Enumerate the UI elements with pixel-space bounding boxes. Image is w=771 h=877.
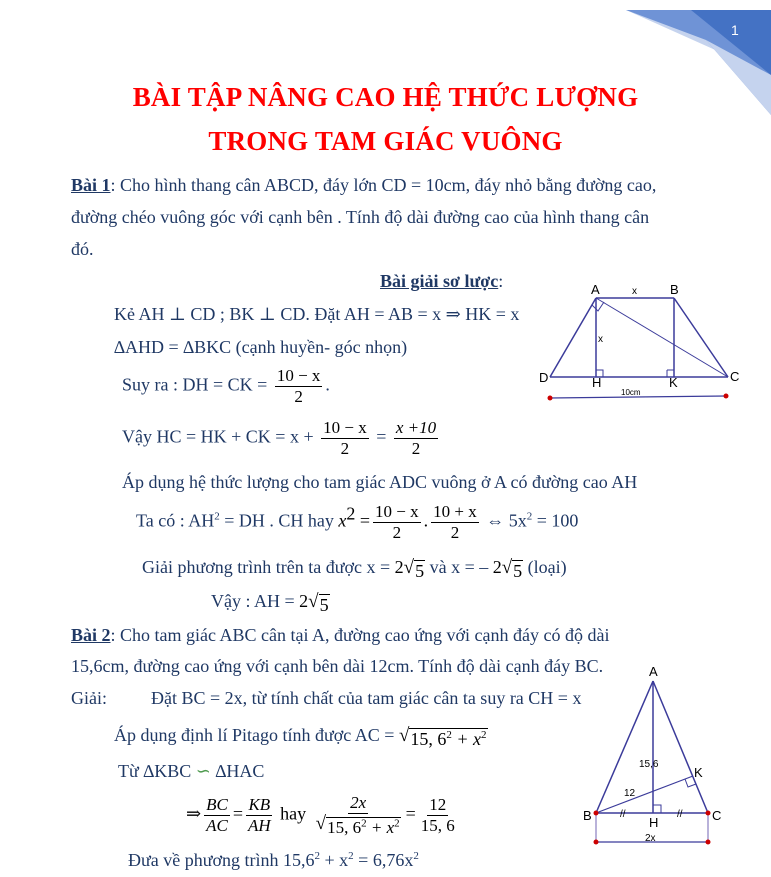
label-d: D (539, 370, 549, 385)
coef: 2 (492, 557, 502, 577)
l4-eq: = (371, 426, 391, 447)
giai-label: Giải: (71, 688, 107, 708)
label-h: H (649, 815, 659, 830)
sup: 2 (346, 503, 356, 524)
label-bk: 12 (624, 788, 636, 799)
hay: hay (275, 803, 311, 824)
bai1-line4 (122, 418, 441, 459)
sqrt-5: √ 5 (403, 557, 425, 581)
radicand (409, 728, 487, 750)
bai1-label: Bài 1 (71, 175, 111, 195)
sup: 2 (314, 850, 321, 862)
label-a: A (591, 282, 600, 297)
rad-a: 15, 6 (327, 818, 362, 837)
solution-heading-colon: : (498, 271, 504, 291)
solution-heading (380, 271, 503, 292)
l4-prefix: Đưa về phương trình 15,6 (128, 850, 315, 870)
fraction-ck (321, 418, 369, 459)
bai1-statement-line1 (71, 175, 656, 196)
frac-den: 2 (450, 523, 460, 542)
bai1-statement-text: : Cho hình thang cân ABCD, đáy lớn CD = 10cm, đáy nhỏ bằng đường cao, (110, 175, 657, 195)
sup: 2 (526, 510, 533, 523)
bai1-statement-line3: đó. (71, 239, 94, 259)
bai2-line2 (118, 761, 264, 782)
frac-den: 2 (411, 439, 421, 458)
rad-a: 15, 6 (410, 729, 447, 749)
radicand: 5 (319, 595, 329, 615)
label-c: C (730, 369, 740, 384)
fraction-ch (431, 502, 479, 543)
tick-left: // (620, 809, 626, 820)
sqrt-5: √ 5 (308, 591, 329, 615)
frac-num: 12 (429, 795, 447, 814)
l7-prefix: Giải phương trình trên ta được x = (142, 557, 395, 577)
frac-den (314, 814, 403, 838)
fraction-dh (275, 366, 323, 407)
bai2-line4 (128, 850, 419, 871)
label-k: K (694, 765, 703, 780)
sup: 2 (446, 729, 452, 741)
sqrt-ac: √ 15, $6^2 + x^2$ (398, 725, 487, 749)
frac-num: 10 + x (433, 502, 477, 521)
rad-plus: + x (366, 818, 395, 837)
frac-num: 2x (350, 793, 367, 812)
radicand: 5 (513, 561, 523, 581)
bai2-label: Bài 2 (71, 625, 111, 645)
label-k: K (669, 375, 678, 390)
frac-den: AC (206, 816, 228, 835)
radicand: 5 (415, 561, 425, 581)
bai2-giai-line (71, 688, 581, 709)
l4-prefix: Vậy HC = HK + CK = x + (122, 426, 319, 447)
frac-den: 2 (392, 523, 402, 542)
bai1-line6 (136, 502, 578, 543)
coef: 2 (394, 557, 404, 577)
label-h: H (592, 375, 602, 390)
sup: 2 (214, 510, 220, 523)
implies-arrow: ⇒ (186, 803, 202, 824)
l4-mid: + x (320, 850, 349, 870)
similar-symbol: ∽ (195, 761, 211, 781)
l6-dot: . (423, 510, 429, 531)
solution-heading-text: Bài giải sơ lược (380, 271, 499, 291)
l1-prefix: Áp dụng định lí Pitago tính được AC = (114, 725, 399, 745)
l6-end: = 100 (532, 510, 579, 531)
sqrt-5: √ 5 (501, 557, 523, 581)
l7-suffix: (loại) (523, 557, 567, 577)
l6-mid: = DH . CH hay (219, 510, 339, 531)
tick-right: // (677, 809, 683, 820)
label-b: B (583, 808, 592, 823)
l8-prefix: Vậy : AH = (211, 591, 300, 611)
label-base: 10cm (621, 388, 641, 397)
label-a: A (649, 664, 658, 679)
eq: = (405, 803, 416, 824)
fraction-bc-ac (204, 795, 230, 836)
label-x-top: x (632, 286, 637, 297)
frac-den: AH (247, 816, 271, 835)
label-x-side: x (598, 334, 603, 345)
bai1-statement-line2: đường chéo vuông góc với cạnh bên . Tính độ dài đường cao của hình thang cân (71, 207, 650, 227)
l6-suffix: ⇔ 5x (481, 510, 527, 531)
triangle-diagram (575, 660, 730, 850)
rad-plus: + x (451, 729, 482, 749)
math-x: x (338, 510, 347, 531)
sup: 2 (348, 850, 354, 862)
l4-end: = 6,76x (353, 850, 414, 870)
sqrt-ac: √ 15, $6^2 + x^2$ (315, 813, 400, 837)
bai1-line7 (142, 557, 567, 582)
sup: 2 (413, 850, 419, 862)
frac-num: 10 − x (323, 418, 367, 437)
page-number: 1 (731, 22, 739, 38)
title-line2: TRONG TAM GIÁC VUÔNG (208, 126, 563, 156)
frac-num: x +10 (395, 418, 437, 437)
fraction-12 (419, 795, 457, 836)
fraction-hc (394, 418, 438, 459)
frac-den: 2 (340, 439, 350, 458)
frac-num: KB (248, 795, 271, 814)
giai-text: Đặt BC = 2x, từ tính chất của tam giác cân ta suy ra CH = x (151, 688, 582, 708)
l3-suffix: . (325, 374, 330, 395)
sup: 2 (481, 729, 487, 741)
label-ah: 15,6 (639, 759, 659, 770)
l6-eq: = (355, 510, 371, 531)
l2-suffix: ∆HAC (210, 761, 265, 781)
trapezoid-diagram (535, 275, 750, 405)
frac-den: 15, 6 (420, 816, 455, 835)
bai1-line1: Kẻ AH ⊥ CD ; BK ⊥ CD. Đặt AH = AB = x ⇒ HK = x (114, 304, 520, 324)
bai1-line2: ∆AHD = ∆BKC (cạnh huyền- góc nhọn) (114, 337, 408, 357)
frac-num: BC (206, 795, 228, 814)
frac-num: 10 − x (375, 502, 419, 521)
bai2-statement-line1 (71, 625, 609, 646)
bai2-line1 (114, 725, 488, 750)
label-c: C (712, 808, 722, 823)
bai2-statement-text: : Cho tam giác ABC cân tại A, đường cao ứng với cạnh đáy có độ dài (110, 625, 610, 645)
label-2x: 2x (645, 833, 656, 844)
bai1-line8 (211, 591, 330, 616)
fraction-dh (373, 502, 421, 543)
l7-mid: và x = – (425, 557, 493, 577)
bai1-line5: Áp dụng hệ thức lượng cho tam giác ADC vuông ở A có đường cao AH (122, 472, 638, 492)
fraction-kb-ah (246, 795, 273, 836)
frac-num: 10 − x (276, 366, 321, 385)
bai1-line3 (122, 366, 330, 407)
label-b: B (670, 282, 679, 297)
sup: 2 (394, 817, 400, 830)
frac-den: 2 (294, 387, 303, 406)
l2-prefix: Từ ∆KBC (118, 761, 196, 781)
fraction-2x (314, 793, 403, 838)
title-line1: BÀI TẬP NÂNG CAO HỆ THỨC LƯỢNG (132, 82, 639, 112)
bai2-statement-line2: 15,6cm, đường cao ứng với cạnh bên dài 12cm. Tính độ dài cạnh đáy BC. (71, 656, 604, 676)
bai2-line3 (186, 793, 460, 838)
radicand (326, 817, 401, 838)
l3-prefix: Suy ra : DH = CK = (122, 374, 272, 395)
eq: = (232, 803, 243, 824)
sup: 2 (361, 817, 367, 830)
coef: 2 (299, 591, 309, 611)
l6-prefix: Ta có : AH (136, 510, 215, 531)
